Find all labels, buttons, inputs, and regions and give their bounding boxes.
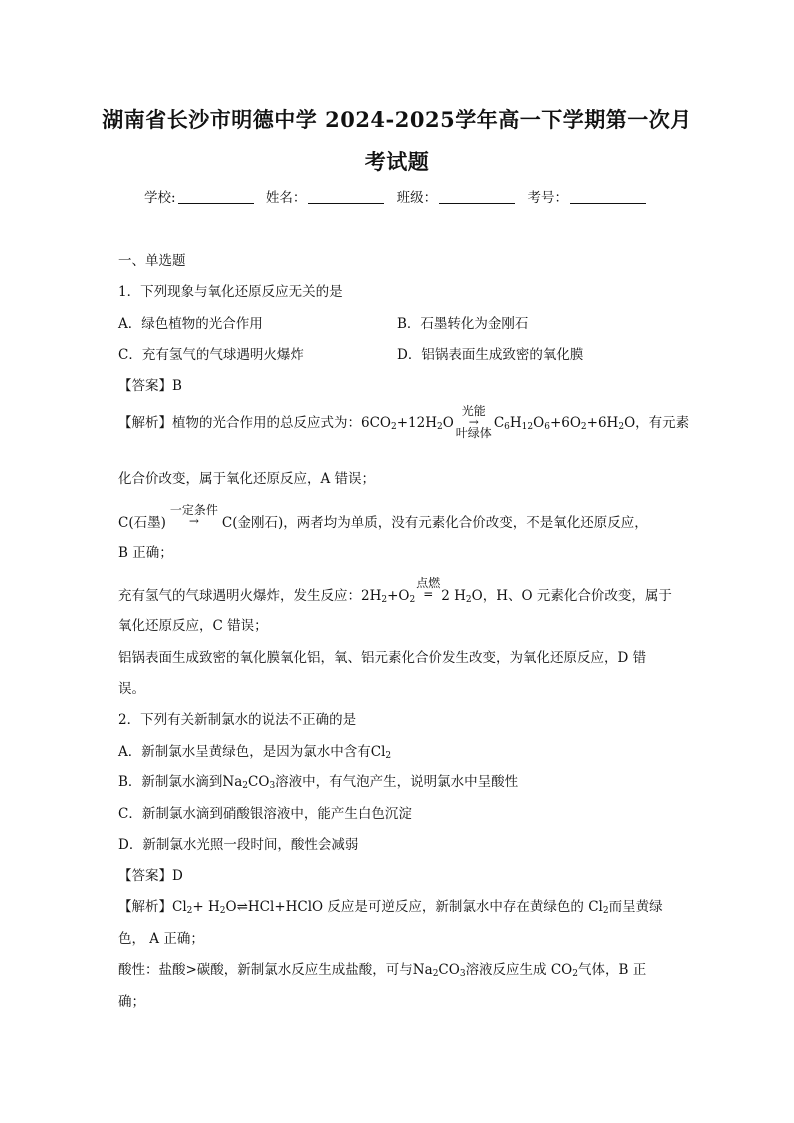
exam-no-blank[interactable] [570, 189, 646, 204]
q1-exp1-pre: 【解析】植物的光合作用的总反应式为：6CO [118, 415, 391, 431]
q2-option-a-text: A．新制氯水呈黄绿色，是因为氯水中含有Cl [118, 744, 386, 760]
q2-exp3-post: 气体，B 正 [578, 962, 647, 978]
class-label: 班级： [396, 190, 438, 206]
condition-bottom: 叶绿体 [455, 426, 492, 440]
q2-explanation-line2: 色， A 正确； [118, 931, 204, 947]
q2-exp3-mid: 溶液反应生成 CO [465, 962, 573, 978]
name-blank[interactable] [308, 189, 384, 204]
school-blank[interactable] [178, 189, 254, 204]
q2-explanation-line4: 确； [118, 994, 145, 1010]
q1-explanation-line2: 化合价改变，属于氧化还原反应，A 错误； [118, 471, 376, 487]
q2-exp1-eq: O⇌HCl+HClO 反应是可逆反应，新制氯水中存在黄绿色的 Cl [225, 899, 603, 915]
page-title: 湖南省长沙市明德中学 2024-2025学年高一下学期第一次月 [102, 107, 692, 132]
q1-explanation-line7: 铝锅表面生成致密的氧化膜氧化铝，氧、铝元素化合价发生改变，为氧化还原反应，D 错 [118, 650, 647, 666]
q1-stem: 1．下列现象与氧化还原反应无关的是 [118, 284, 343, 300]
school-label: 学校: [144, 190, 176, 206]
q2-explanation-line3: 酸性：盐酸>碳酸，新制氯水反应生成盐酸，可与$Na_2CO_3$溶液反应生成 $CO_2$气体，B 正 [118, 962, 647, 979]
section-heading: 一、单选题 [118, 253, 186, 269]
q2-option-b-pre: B．新制氯水滴到Na [118, 774, 243, 790]
q1-exp5-post: H、O 元素化合价改变，属于 [496, 588, 672, 604]
graphite-label: C(石墨) [118, 515, 166, 531]
q1-explanation-line6: 氧化还原反应，C 错误； [118, 618, 268, 634]
q1-option-d: D．铝锅表面生成致密的氧化膜 [397, 347, 584, 363]
student-info-fields [0, 186, 794, 206]
q2-exp1-mid: + H [192, 899, 220, 915]
class-blank[interactable] [439, 189, 515, 204]
q1-explanation-line4: B 正确； [118, 545, 173, 561]
reaction-condition: 点燃 = [416, 576, 441, 601]
q1-option-a: A．绿色植物的光合作用 [118, 316, 263, 332]
q2-stem: 2．下列有关新制氯水的说法不正确的是 [118, 712, 357, 728]
q2-option-d: D．新制氯水光照一段时间，酸性会减弱 [118, 837, 359, 853]
condition-top: 点燃 [416, 576, 441, 590]
q2-exp3-pre: 酸性：盐酸>碳酸，新制氯水反应生成盐酸，可与Na [118, 962, 433, 978]
name-label: 姓名： [265, 190, 307, 206]
q2-answer: 【答案】D [118, 868, 183, 884]
exam-no-label: 考号： [527, 190, 568, 206]
q1-exp1-post: ，有元素 [635, 415, 690, 431]
q1-explanation-line1: 【解析】植物的光合作用的总反应式为：$6CO_2+12H_2O$ 光能 → 叶绿体 $C_6H_{12}O_6+6O_2+6H_2O$，有元素 [118, 404, 690, 440]
q1-exp5-pre: 充有氢气的气球遇明火爆炸，发生反应：2H [118, 588, 382, 604]
q1-option-b: B．石墨转化为金刚石 [397, 316, 529, 332]
q1-option-c: C．充有氢气的气球遇明火爆炸 [118, 347, 304, 363]
reaction-condition: 光能 → 叶绿体 [455, 404, 492, 440]
q1-explanation-line8: 误。 [118, 681, 145, 697]
condition-top: 光能 [461, 404, 486, 418]
q2-exp1-pre: 【解析】Cl [118, 899, 187, 915]
q1-answer: 【答案】B [118, 378, 182, 394]
q2-option-c: C．新制氯水滴到硝酸银溶液中，能产生白色沉淀 [118, 806, 412, 822]
diamond-text: C(金刚石)，两者均为单质，没有元素化合价改变，不是氧化还原反应， [221, 515, 648, 531]
reaction-condition: 一定条件 → [166, 504, 222, 526]
q2-option-b: B．新制氯水滴到$Na_2CO_3$溶液中，有气泡产生，说明氯水中呈酸性 [118, 774, 519, 791]
q2-option-b-post: 溶液中，有气泡产生，说明氯水中呈酸性 [275, 774, 519, 790]
q2-exp1-post: 而呈黄绿 [608, 899, 663, 915]
page-title-line2: 考试题 [364, 149, 430, 174]
q1-explanation-line3 [118, 504, 648, 531]
condition-top: 一定条件 [169, 503, 218, 517]
q2-option-a: A．新制氯水呈黄绿色，是因为氯水中含有$Cl_2$ [118, 744, 392, 761]
q2-explanation-line1: 【解析】$Cl_2+$ $H_2O\rightleftharpoons HCl+HClO$ 反应是可逆反应，新制氯水中存在黄绿色的 $Cl_2$而呈黄绿 [118, 899, 663, 916]
q1-explanation-line5: 充有氢气的气球遇明火爆炸，发生反应：$2H_2+O_2$ 点燃 = 2 $H_2O$，H、O 元素化合价改变，属于 [118, 576, 672, 605]
